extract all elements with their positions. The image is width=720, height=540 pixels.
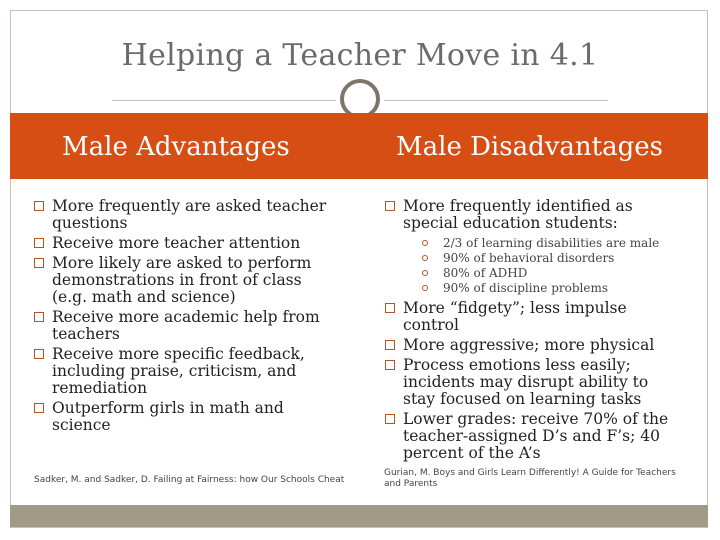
list-item: [34, 235, 334, 252]
list-item-text: More likely are asked to perform demonstrations in front of class (e.g. math and science): [52, 254, 312, 306]
list-item: [385, 357, 685, 408]
sub-list-item-text: 90% of discipline problems: [443, 281, 609, 295]
circle-bullet-icon: [422, 285, 428, 291]
list-item: [385, 337, 685, 354]
sub-list-item: [403, 281, 685, 296]
list-item-text: More frequently are asked teacher questions: [52, 197, 327, 232]
sub-list-item-text: 90% of behavioral disorders: [443, 251, 615, 265]
box-bullet-icon: [34, 349, 44, 359]
circle-bullet-icon: [422, 240, 428, 246]
citation-right: Gurian, M. Boys and Girls Learn Differently! A Guide for Teachers and Parents: [384, 468, 676, 489]
sub-list-item: [403, 236, 685, 251]
box-bullet-icon: [34, 201, 44, 211]
heading-male-disadvantages: Male Disadvantages: [396, 132, 663, 162]
box-bullet-icon: [34, 312, 44, 322]
list-item: [34, 346, 334, 397]
list-item-text: Receive more teacher attention: [52, 234, 301, 252]
box-bullet-icon: [34, 238, 44, 248]
list-item-text: More frequently identified as special education students:: [403, 197, 633, 232]
sub-list: [403, 236, 685, 296]
list-item-text: Receive more specific feedback, including praise, criticism, and remediation: [52, 345, 305, 397]
sub-list-item-text: 2/3 of learning disabilities are male: [443, 236, 660, 250]
box-bullet-icon: [385, 201, 395, 211]
box-bullet-icon: [385, 340, 395, 350]
citation-left: Sadker, M. and Sadker, D. Failing at Fairness: how Our Schools Cheat: [34, 475, 345, 485]
list-item-text: Lower grades: receive 70% of the teacher-assigned D’s and F’s; 40 percent of the A’s: [403, 410, 669, 462]
footer-bar: [10, 505, 708, 527]
box-bullet-icon: [385, 360, 395, 370]
heading-male-advantages: Male Advantages: [62, 132, 290, 162]
circle-bullet-icon: [422, 255, 428, 261]
list-item-text: Receive more academic help from teachers: [52, 308, 320, 343]
list-item: [385, 198, 685, 296]
sub-list-item-text: 80% of ADHD: [443, 266, 528, 280]
slide-title: Helping a Teacher Move in 4.1: [121, 38, 599, 73]
list-item: [385, 300, 685, 334]
box-bullet-icon: [34, 258, 44, 268]
box-bullet-icon: [385, 414, 395, 424]
list-item: [34, 255, 334, 306]
disadvantages-list: [385, 198, 685, 465]
list-item-text: More “fidgety”; less impulse control: [403, 299, 627, 334]
list-item: [385, 411, 685, 462]
list-item-text: Process emotions less easily; incidents may disrupt ability to stay focused on learning tasks: [403, 356, 649, 408]
box-bullet-icon: [385, 303, 395, 313]
list-item: [34, 400, 334, 434]
list-item: [34, 198, 334, 232]
advantages-list: [34, 198, 334, 437]
sub-list-item: [403, 251, 685, 266]
list-item: [34, 309, 334, 343]
box-bullet-icon: [34, 403, 44, 413]
list-item-text: Outperform girls in math and science: [52, 399, 284, 434]
sub-list-item: [403, 266, 685, 281]
list-item-text: More aggressive; more physical: [403, 336, 655, 354]
circle-bullet-icon: [422, 270, 428, 276]
